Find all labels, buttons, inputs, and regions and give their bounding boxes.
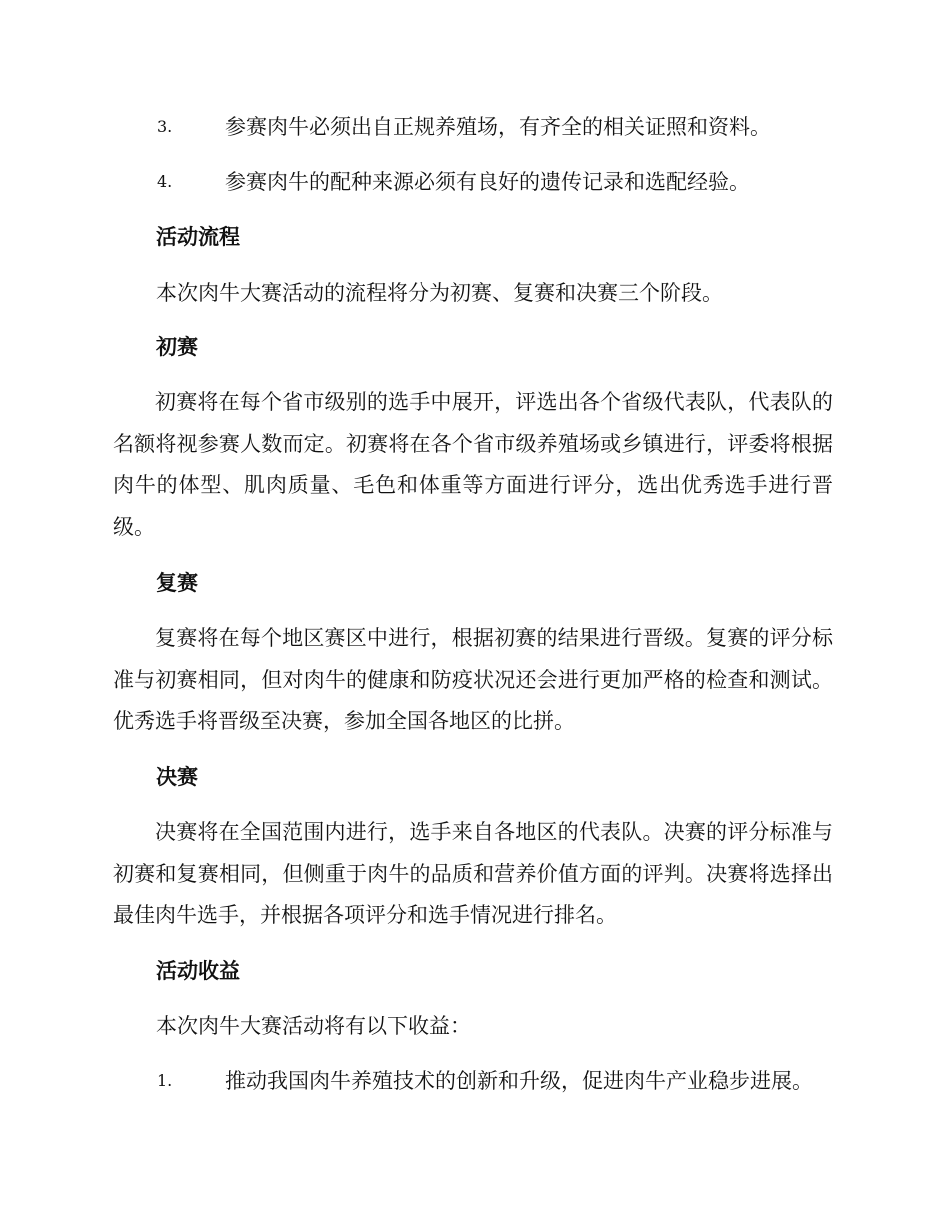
section-heading-final: 决赛 xyxy=(156,764,198,789)
section-heading-prelim: 初赛 xyxy=(156,334,198,359)
list-number: 3. xyxy=(157,117,173,136)
prelim-paragraph: 初赛将在每个省市级别的选手中展开，评选出各个省级代表队，代表队的名额将视参赛人数而定。初赛将在各个省市级养殖场或乡镇进行，评委将根据肉牛的体型、肌肉质量、毛色和体重等方面进行评分，选出优秀选手进行晋级。 xyxy=(113,390,833,539)
section-heading-process: 活动流程 xyxy=(156,224,240,249)
section-heading-benefits: 活动收益 xyxy=(156,958,240,983)
list-text: 参赛肉牛的配种来源必须有良好的遗传记录和选配经验。 xyxy=(225,170,750,194)
process-intro: 本次肉牛大赛活动的流程将分为初赛、复赛和决赛三个阶段。 xyxy=(156,281,723,305)
list-number: 4. xyxy=(157,172,173,191)
section-heading-semifinal: 复赛 xyxy=(156,570,198,595)
list-text: 推动我国肉牛养殖技术的创新和升级，促进肉牛产业稳步进展。 xyxy=(225,1069,813,1093)
list-number: 1. xyxy=(157,1071,173,1090)
list-text: 参赛肉牛必须出自正规养殖场，有齐全的相关证照和资料。 xyxy=(225,115,771,139)
semifinal-paragraph: 复赛将在每个地区赛区中进行，根据初赛的结果进行晋级。复赛的评分标准与初赛相同，但对肉牛的健康和防疫状况还会进行更加严格的检查和测试。优秀选手将晋级至决赛，参加全国各地区的比拼。 xyxy=(113,626,833,733)
benefits-intro: 本次肉牛大赛活动将有以下收益： xyxy=(156,1014,471,1038)
final-paragraph: 决赛将在全国范围内进行，选手来自各地区的代表队。决赛的评分标准与初赛和复赛相同，但侧重于肉牛的品质和营养价值方面的评判。决赛将选择出最佳肉牛选手，并根据各项评分和选手情况进行排名。 xyxy=(113,820,833,927)
